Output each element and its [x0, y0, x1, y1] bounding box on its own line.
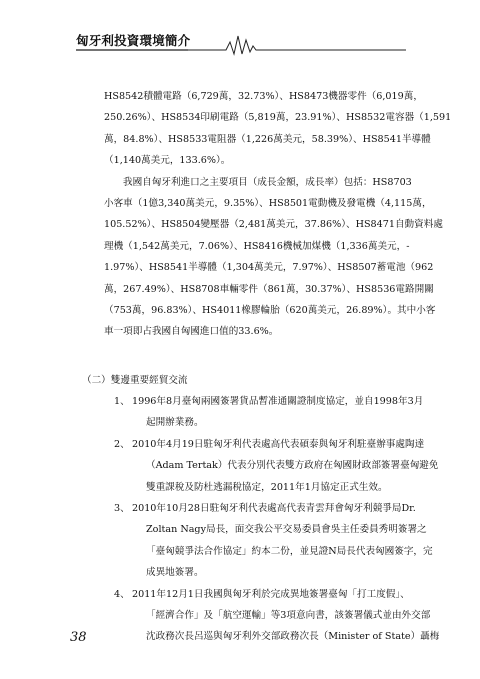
text-line: 萬，84.8%）、HS8533電阻器（1,226萬美元，58.39%）、HS8541半導體: [104, 133, 431, 145]
list-item-number: 3、: [114, 503, 130, 515]
text-line: 2011年12月1日我國與匈牙利於完成異地簽署臺匈「打工度假」、: [132, 588, 410, 600]
text-line: 「臺匈競爭法合作協定」約本二份，並見證N局長代表匈國簽字，完: [146, 545, 433, 557]
body-text: [104, 86, 452, 343]
import-items-paragraph: [104, 172, 443, 343]
text-line: 1996年8月臺匈兩國簽署貨品暫准通關證制度協定，並自1998年3月: [132, 396, 424, 407]
list-item: [104, 434, 439, 498]
text-line: 沈政務次長呂巡與匈牙利外交部政務次長（Minister of State）聶梅: [146, 631, 440, 643]
list-item-number: 4、: [114, 588, 130, 600]
list-item: [104, 391, 428, 434]
running-header: [76, 27, 406, 57]
list-item: [104, 584, 440, 648]
text-line: 2010年4月19日駐匈牙利代表處高代表碩泰與匈牙利駐臺辦事處陶達: [132, 438, 425, 450]
text-line: 起開辦業務。: [146, 417, 204, 429]
text-line: 250.26%）、HS8534印刷電路（5,819萬，23.91%）、HS8532電容器（1,591: [104, 112, 452, 124]
exchange-list: [104, 391, 440, 648]
heartbeat-line-icon: [76, 27, 406, 57]
list-item-number: 1、: [114, 396, 130, 407]
text-line: 雙重課稅及防杜逃漏稅協定，2011年1月協定正式生效。: [146, 481, 388, 493]
list-item: [104, 498, 433, 584]
text-line: 2010年10月28日駐匈牙利代表處高代表青雲拜會匈牙利競爭局Dr.: [132, 503, 416, 515]
text-line: 1.97%）、HS8541半導體（1,304萬美元，7.97%）、HS8507蓄電池（962: [104, 262, 434, 274]
section-heading: （二）雙邊重要經貿交流: [82, 375, 188, 386]
text-line: 我國自匈牙利進口之主要項目（成長金額，成長率）包括：HS8703: [123, 176, 412, 188]
export-items-paragraph: [104, 86, 452, 172]
text-line: （1,140萬美元，133.6%）。: [104, 155, 231, 167]
text-line: HS8542積體電路（6,729萬，32.73%）、HS8473機器零件（6,019萬，: [104, 91, 423, 102]
text-line: 理機（1,542萬美元，7.06%）、HS8416機械加煤機（1,336萬美元，-: [104, 240, 410, 252]
list-item-number: 2、: [114, 438, 130, 450]
text-line: 小客車（1億3,340萬美元，9.35%）、HS8501電動機及發電機（4,115萬，: [104, 198, 432, 210]
text-line: 「經濟合作」及「航空運輸」等3項意向書，該簽署儀式並由外交部: [146, 610, 431, 622]
text-line: 成異地簽署。: [146, 567, 204, 579]
text-line: 萬，267.49%）、HS8708車輛零件（861萬，30.37%）、HS8536電路開關: [104, 283, 434, 295]
text-line: （753萬，96.83%）、HS4011橡膠輪胎（620萬美元，26.89%）。其中小客: [104, 305, 436, 317]
text-line: （Adam Tertak）代表分別代表雙方政府在匈國財政部簽署臺匈避免: [146, 460, 439, 472]
text-line: Zoltan Nagy局長，面交我公平交易委員會吳主任委員秀明簽署之: [146, 524, 427, 536]
page-number: 38: [70, 630, 87, 645]
text-line: 105.52%）、HS8504變壓器（2,481萬美元，37.86%）、HS8471自動資料處: [104, 219, 443, 231]
text-line: 車一項即占我國自匈國進口值的33.6%。: [104, 326, 279, 338]
running-header-title: 匈牙利投資環境簡介: [76, 33, 191, 48]
